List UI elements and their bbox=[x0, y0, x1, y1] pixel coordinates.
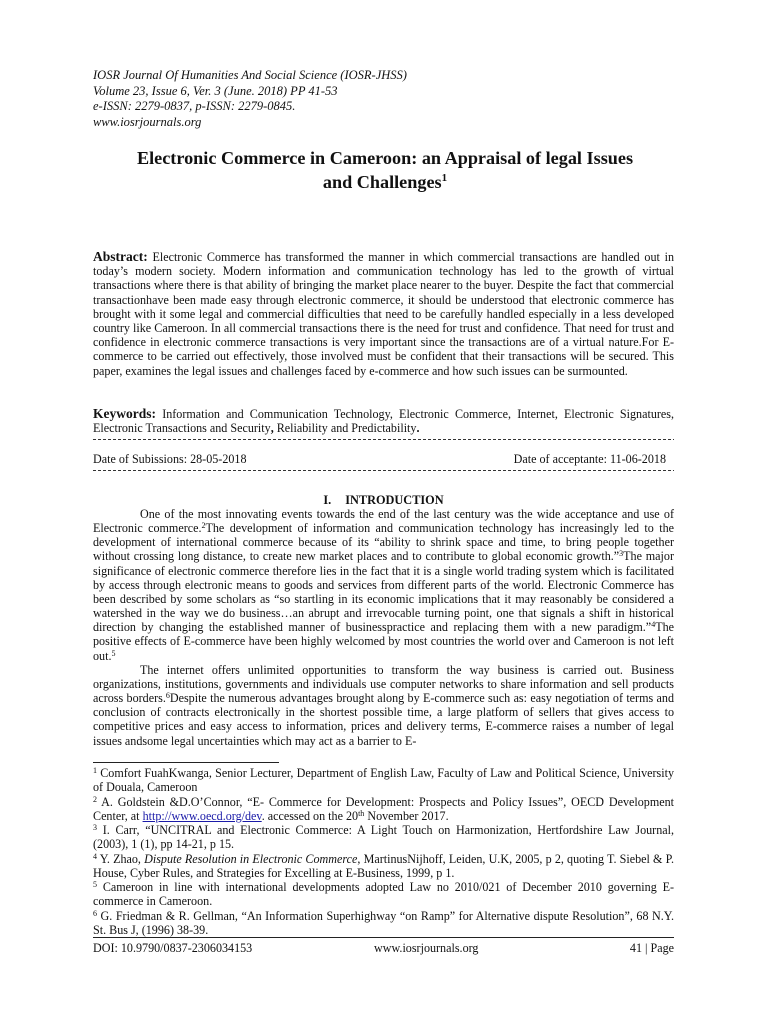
keywords-text-2: Reliability and Predictability bbox=[273, 421, 417, 436]
journal-website: www.iosrjournals.org bbox=[93, 114, 202, 129]
introduction-body bbox=[93, 507, 674, 748]
footnote-5-text: Cameroon in line with international developments adopted Law no 2010/021 of December 2010 governing E-commerce in Cameroon. bbox=[93, 880, 674, 908]
p1-sentence-4: The positive effects of E-commerce have been highly welcomed by most countries the world over and Cameroon is not left out. bbox=[93, 620, 674, 663]
footnotes bbox=[93, 766, 674, 937]
footnote-ref-4[interactable]: 4 bbox=[651, 620, 656, 630]
footnote-4-text-b: , MartinusNijhoff, Leiden, U.K, 2005, p 2, quoting T. Siebel & P. House, Cyber Rules, and Strategies for Excelling at E-Business, 1999, p 1. bbox=[93, 851, 675, 880]
paragraph-1 bbox=[93, 507, 674, 663]
footnote-2-text-b: . accessed on the 20 bbox=[261, 808, 359, 823]
paragraph-2 bbox=[93, 663, 674, 748]
section-title: INTRODUCTION bbox=[345, 493, 444, 507]
p2-sentence-2: Despite the numerous advantages brought along by E-commerce such as: easy negotiation of terms and conclusion of contracts electronically in the shortest possible time, a large platform of sellers that gives access to competitive prices and easy access to information, prices and delivery terms, E-commerce raises a number of legal issues andsome legal uncertainties which may act as a barrier to E- bbox=[93, 691, 674, 748]
keywords-text-1: Information and Communication Technology, Electronic Commerce, Internet, Electronic Signatures, Electronic Transactions and Security bbox=[93, 407, 674, 436]
footer-divider bbox=[93, 937, 674, 938]
paper-title bbox=[80, 146, 690, 194]
footnote-3 bbox=[93, 823, 674, 851]
journal-header bbox=[93, 68, 407, 130]
footnote-ref-3[interactable]: 3 bbox=[619, 549, 624, 559]
footnote-4-book-title: Dispute Resolution in Electronic Commerce bbox=[144, 851, 358, 866]
title-line-1: Electronic Commerce in Cameroon: an Appraisal of legal Issues bbox=[136, 148, 634, 168]
footnote-4 bbox=[93, 852, 674, 880]
abstract bbox=[93, 250, 674, 378]
journal-volume: Volume 23, Issue 6, Ver. 3 (June. 2018) PP 41-53 bbox=[93, 83, 338, 98]
footnote-ref-6[interactable]: 6 bbox=[165, 691, 170, 701]
footnote-3-mark: 3 bbox=[93, 823, 97, 832]
footnote-5 bbox=[93, 880, 674, 908]
footnote-2 bbox=[93, 795, 674, 823]
title-line-2: and Challenges bbox=[322, 172, 442, 192]
acceptance-date: Date of acceptante: 11-06-2018 bbox=[513, 452, 666, 466]
footnote-6-mark: 6 bbox=[93, 908, 97, 918]
footer-doi: DOI: 10.9790/0837-2306034153 bbox=[93, 941, 253, 955]
journal-issn: e-ISSN: 2279-0837, p-ISSN: 2279-0845. bbox=[93, 99, 296, 113]
keywords-period: . bbox=[416, 421, 420, 436]
footnote-6 bbox=[93, 909, 674, 937]
section-number: I. bbox=[323, 493, 332, 507]
footnote-1 bbox=[93, 766, 674, 794]
footnote-2-text-c: November 2017. bbox=[364, 808, 449, 823]
footnote-5-mark: 5 bbox=[93, 880, 97, 889]
footnote-4-text: Y. Zhao, bbox=[97, 851, 145, 866]
footnote-1-mark: 1 bbox=[93, 766, 97, 775]
dashed-separator-top bbox=[93, 438, 674, 442]
submission-date: Date of Subissions: 28-05-2018 bbox=[93, 452, 247, 466]
footnote-divider bbox=[93, 762, 279, 763]
page-footer bbox=[93, 941, 674, 955]
submission-dates bbox=[93, 452, 674, 466]
keywords-comma: , bbox=[270, 421, 274, 436]
footnote-6-text: G. Friedman & R. Gellman, “An Information Superhighway “on Ramp” for Alternative dispute Resolution”, 68 N.Y. St. Bus J, (1996) 38-39. bbox=[93, 908, 674, 937]
p1-sentence-2: The development of information and communication technology has increasingly led to the development of international commerce because of its “ability to shrink space and time, to bring people together without crossing long distance, to create new market places and to contribute to global economic growth.” bbox=[93, 521, 674, 564]
oecd-link[interactable]: http://www.oecd.org/dev bbox=[142, 808, 262, 823]
footnote-2-ordinal: th bbox=[358, 808, 365, 818]
footnote-2-text: A. Goldstein &D.O’Connor, “E- Commerce for Development: Prospects and Policy Issues”, OECD Development Center, at bbox=[93, 794, 674, 823]
footer-website: www.iosrjournals.org bbox=[374, 941, 479, 955]
title-footnote-mark[interactable]: 1 bbox=[441, 172, 448, 184]
keywords bbox=[93, 407, 674, 435]
abstract-text: Electronic Commerce has transformed the manner in which commercial transactions are handled out in today’s modern society. Modern information and communication technology has led to the growth of virtual transactions where there is that ability of bringing the market place nearer to the buyer. Despite the fact that commercial transactionhave been made easy through electronic commerce, it should be understood that electronic commerce has brought with it some legal and commercial difficulties that need to be carefully handled especially in a less developed country like Cameroon. In all commercial transactions there is the need for trust and confidence. That need for trust and confidence in electronic commerce transactions is very important since the transactions are of a virtual nature.For E-commerce to be carried out effectively, those involved must be confident that their transactions will be secured. This paper, examines the legal issues and challenges faced by e-commerce and how such issues can be surmounted. bbox=[93, 250, 674, 378]
footer-page-number: 41 | Page bbox=[629, 941, 674, 955]
p2-sentence-1: The internet offers unlimited opportunities to transform the way business is carried out. Business organizations, institutions, governments and individuals use computer networks to share information and sell products across borders. bbox=[93, 662, 674, 706]
section-heading bbox=[93, 493, 674, 507]
footnote-3-text: I. Carr, “UNCITRAL and Electronic Commerce: A Light Touch on Harmonization, Hertfordshire Law Journal, (2003), 1 (1), pp 14-21, p 15. bbox=[93, 823, 674, 851]
keywords-label: Keywords: bbox=[93, 406, 156, 421]
dashed-separator-bottom bbox=[93, 469, 674, 473]
footnote-2-mark: 2 bbox=[93, 794, 97, 804]
p1-sentence-3: The major significance of electronic commerce therefore lies in the fact that it is a single world trading system which is facilitated by access through electronic means to goods and services from different parts of the world. Electronic Commerce has been described by some scholars as “so startling in its economic implications that it may reasonably be considered a watershed in the way we do business…an abrupt and irrevocable turning point, one that signals a shift in historical direction by changing the established manner of businesspractice and replacing them with a new paradigm.” bbox=[93, 549, 674, 635]
journal-name: IOSR Journal Of Humanities And Social Science (IOSR-JHSS) bbox=[93, 68, 407, 82]
footnote-1-text: Comfort FuahKwanga, Senior Lecturer, Department of English Law, Faculty of Law and Political Science, University of Douala, Cameroon bbox=[93, 766, 674, 794]
abstract-label: Abstract: bbox=[93, 249, 148, 264]
p1-sentence-1: One of the most innovating events towards the end of the last century was the wide acceptance and use of Electronic commerce. bbox=[93, 507, 674, 536]
footnote-ref-2[interactable]: 2 bbox=[201, 521, 206, 531]
footnote-ref-5[interactable]: 5 bbox=[111, 648, 116, 658]
footnote-4-mark: 4 bbox=[93, 851, 97, 861]
